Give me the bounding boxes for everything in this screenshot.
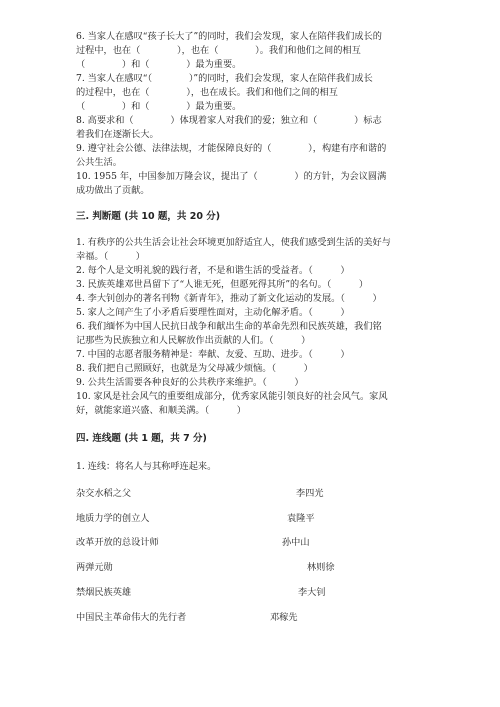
matching-person: 李大钊: [298, 587, 326, 598]
true-false-line: 2. 每个人是文明礼貌的践行者，不是和谐生活的受益者。（ ）: [76, 265, 350, 276]
true-false-line: 9. 公共生活需要各种良好的公共秩序来维护。（ ）: [76, 377, 304, 388]
matching-title: 中国民主革命伟大的先行者: [76, 612, 187, 623]
true-false-line: 8. 我们把自己照顾好，也就是为父母减少烦恼。（ ）: [76, 363, 313, 374]
true-false-line: 3. 民族英雄邓世昌留下了“人谁无死，但愿死得其所”的名句。（ ）: [76, 279, 369, 290]
fill-blank-line: 的过程中，也在（ ），也在成长。我们和他们之间的相互: [76, 87, 338, 98]
matching-person: 袁隆平: [287, 513, 315, 524]
true-false-line: 5. 家人之间产生了小矛盾后要理性面对，主动化解矛盾。（ ）: [76, 307, 350, 318]
true-false-line: 好，就能家道兴盛、和顺美满。（ ）: [76, 405, 246, 416]
fill-blank-line: 着我们在逐渐长大。: [76, 129, 159, 140]
true-false-line: 6. 我们缅怀为中国人民抗日战争和献出生命的革命先烈和民族英雄，我们铭: [76, 321, 382, 332]
true-false-line: 10. 家风是社会风气的重要组成部分，优秀家风能引领良好的社会风气。家风: [76, 391, 388, 402]
matching-title: 禁烟民族英雄: [76, 587, 132, 598]
fill-blank-line: （ ）和（ ）最为重要。: [76, 101, 242, 112]
true-false-line: 记那些为民族独立和人民解放作出贡献的人们。（ ）: [76, 335, 311, 346]
fill-blank-line: 成功做出了贡献。: [76, 185, 150, 196]
matching-person: 李四光: [296, 488, 324, 499]
matching-title: 两弹元勋: [76, 562, 113, 573]
fill-blank-line: 6. 当家人在感叹“孩子长大了”的同时，我们会发现，家人在陪伴我们成长的: [76, 31, 382, 42]
matching-title: 地质力学的创立人: [76, 513, 150, 524]
true-false-line: 1. 有秩序的公共生活会让社会环境更加舒适宜人，使我们感受到生活的美好与: [76, 237, 391, 248]
true-false-line: 幸福。（ ）: [76, 251, 145, 262]
fill-blank-line: 10. 1955 年，中国参加万隆会议，提出了（ ）的方针，为会议圆满: [76, 171, 387, 182]
true-false-line: 7. 中国的志愿者服务精神是：奉献、友爱、互助、进步。（ ）: [76, 349, 350, 360]
fill-blank-line: 9. 遵守社会公德、法律法规，才能保障良好的（ ），构建有序和谐的: [76, 143, 387, 154]
matching-person: 林则徐: [307, 562, 335, 573]
matching-title: 杂交水稻之父: [76, 488, 132, 499]
fill-blank-line: 7. 当家人在感叹“（ ）”的同时，我们会发现，家人在陪伴我们成长: [76, 73, 373, 84]
matching-title: 改革开放的总设计师: [76, 537, 159, 548]
fill-blank-line: 公共生活。: [76, 157, 122, 168]
matching-person: 邓稼先: [270, 612, 298, 623]
section-heading-true-false: 三. 判断题 (共 10 题，共 20 分): [76, 211, 221, 222]
matching-instruction: 1. 连线：将名人与其称呼连起来。: [76, 461, 217, 472]
section-heading-matching: 四. 连线题 (共 1 题，共 7 分): [76, 433, 207, 444]
fill-blank-line: 过程中，也在（ ），也在（ ）。我们和他们之间的相互: [76, 45, 361, 56]
true-false-line: 4. 李大钊创办的著名刊物《新青年》，推动了新文化运动的发展。（ ）: [76, 293, 382, 304]
fill-blank-line: 8. 高要求和（ ）体现着家人对我们的爱；独立和（ ）标志: [76, 115, 382, 126]
matching-person: 孙中山: [282, 537, 310, 548]
fill-blank-line: （ ）和（ ）最为重要。: [76, 59, 242, 70]
